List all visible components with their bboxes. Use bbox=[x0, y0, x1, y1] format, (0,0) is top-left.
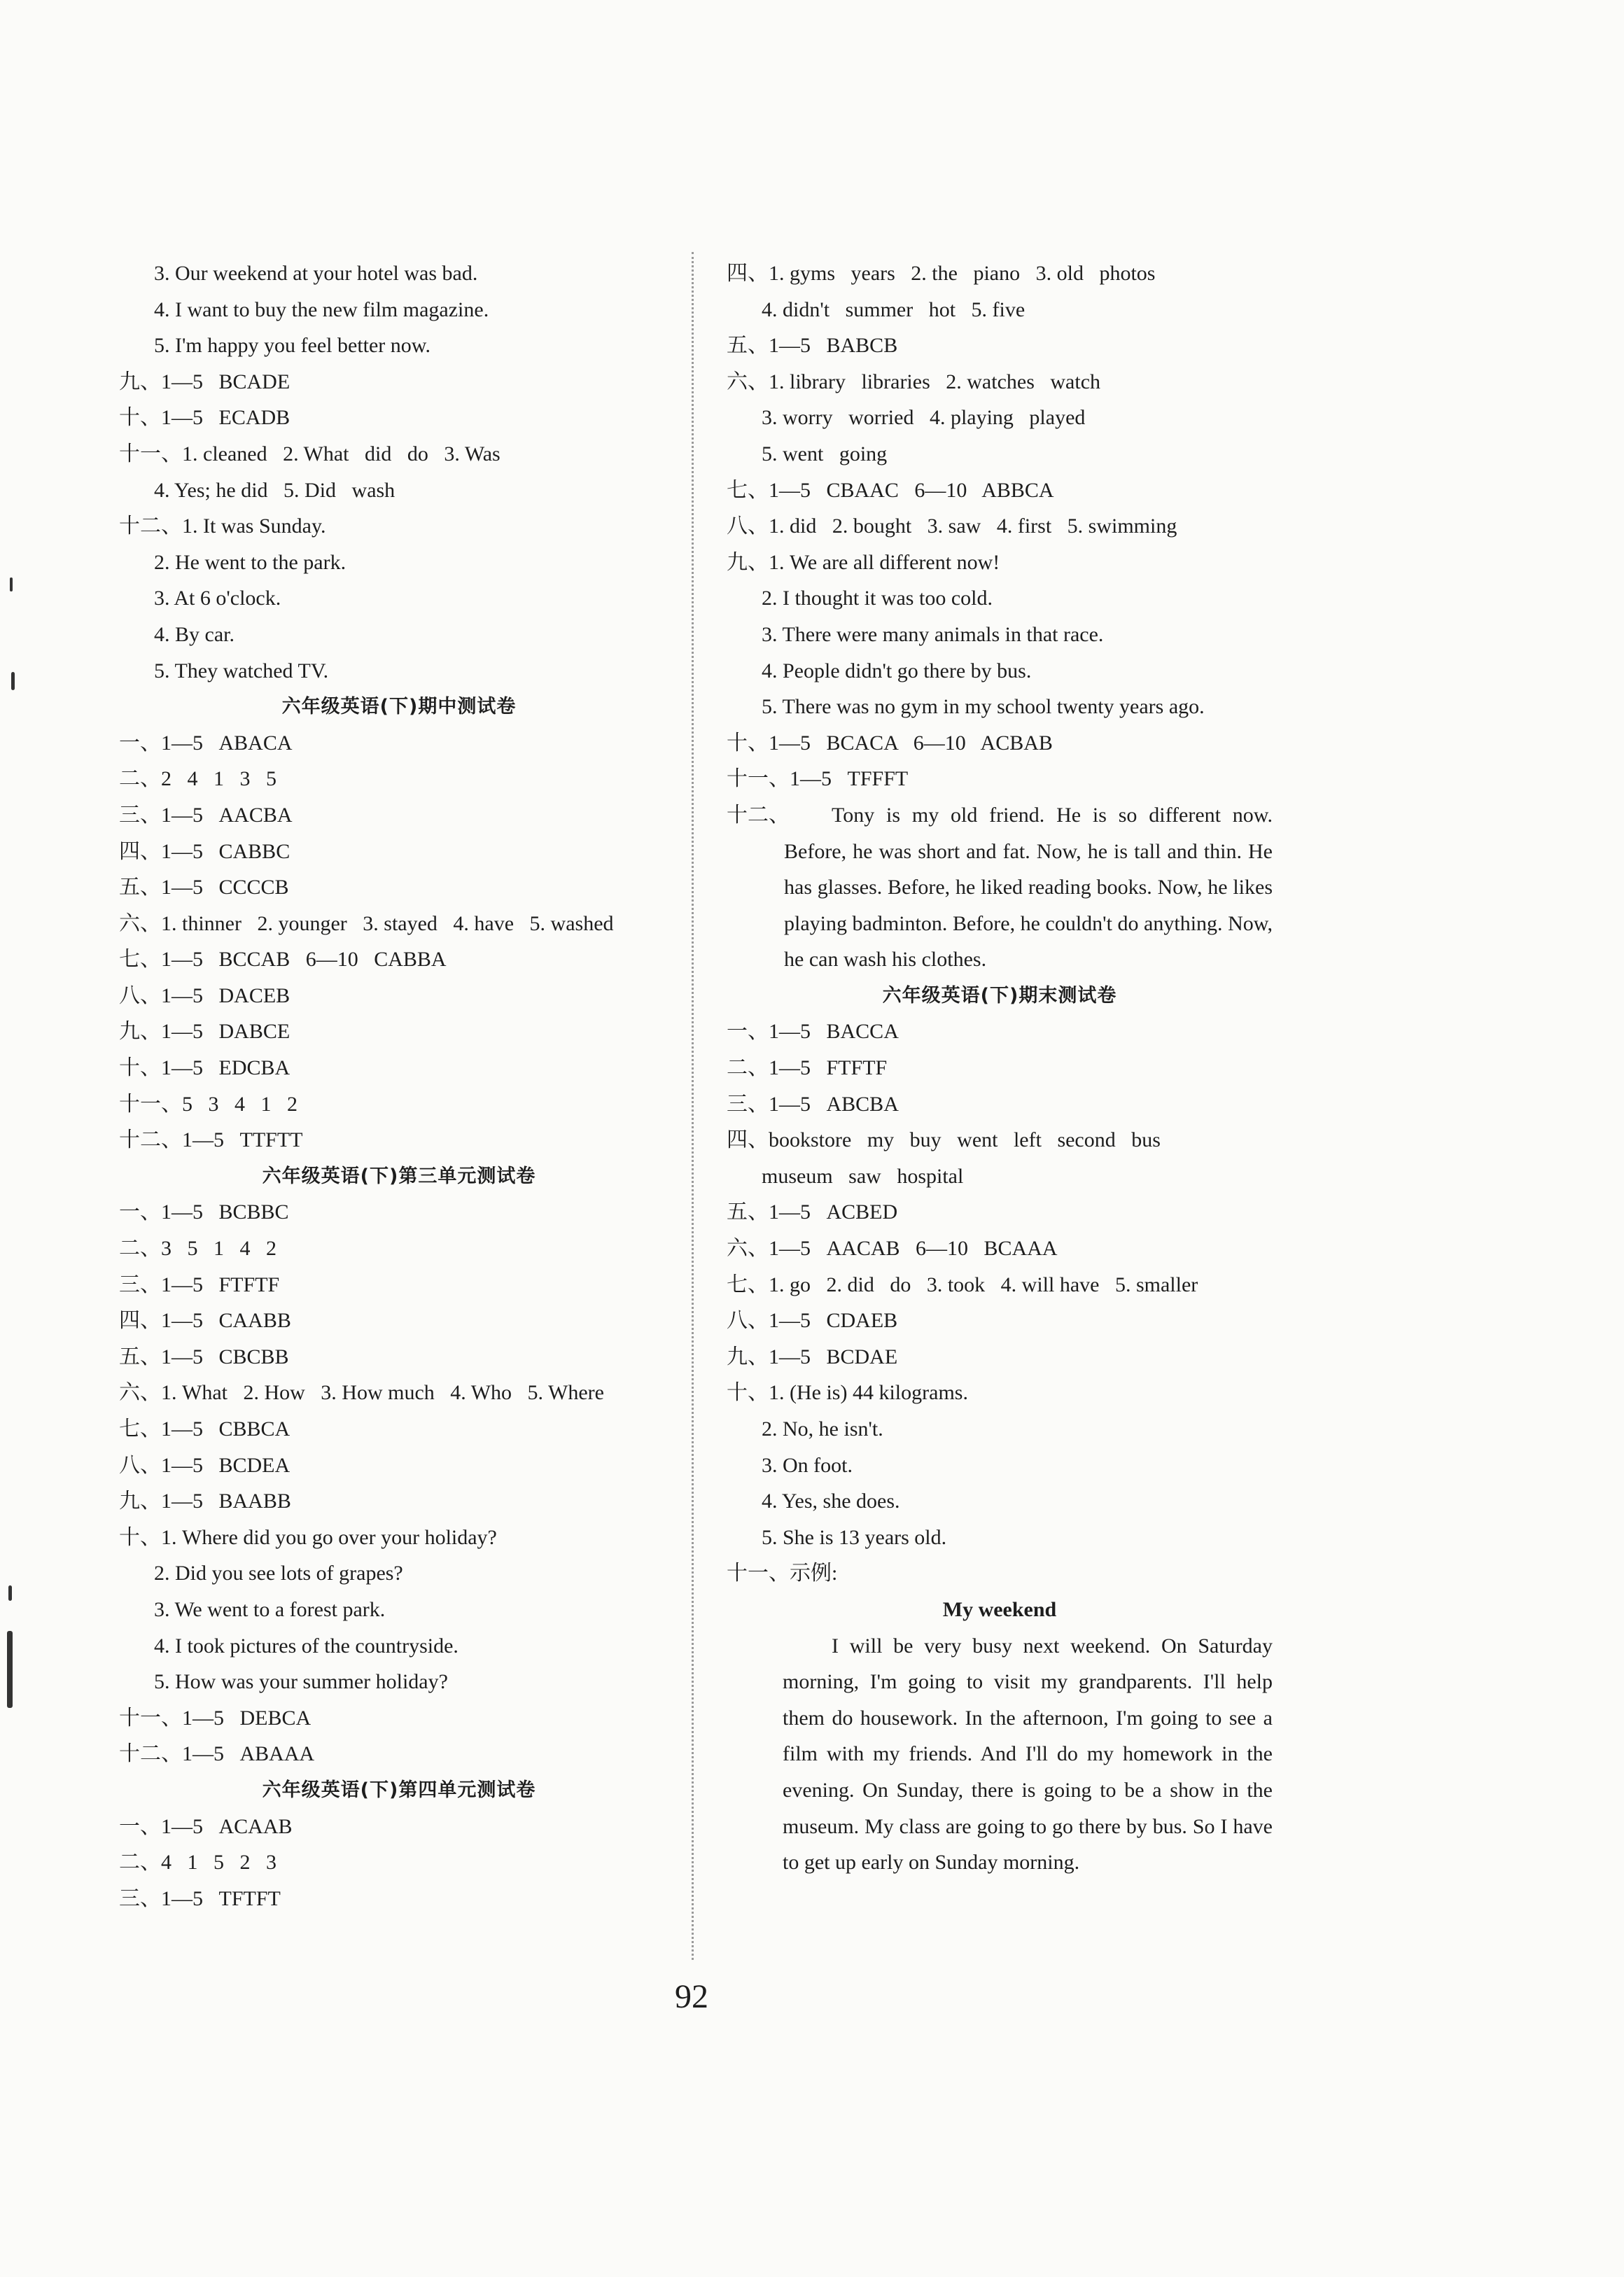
answer-line: 二、3 5 1 4 2 bbox=[119, 1237, 276, 1261]
answer-line: 四、1—5 CABBC bbox=[119, 839, 290, 863]
answer-line: 八、1—5 DACEB bbox=[119, 983, 290, 1007]
answer-line: 十一、1—5 TFFFT bbox=[727, 767, 909, 791]
answer-line: 3. worry worried 4. playing played bbox=[762, 406, 1086, 430]
answer-line: 二、1—5 FTFTF bbox=[727, 1056, 888, 1080]
answer-line: 十、1—5 ECADB bbox=[119, 406, 290, 430]
answer-line: 一、1—5 ABACA bbox=[119, 731, 293, 755]
answer-line: 六、1—5 AACAB 6—10 BCAAA bbox=[727, 1237, 1058, 1261]
answer-line: 3. Our weekend at your hotel was bad. bbox=[154, 262, 478, 285]
answer-line: 十二、1—5 ABAAA bbox=[119, 1742, 315, 1766]
scan-mark bbox=[8, 1585, 12, 1601]
answer-line: 三、1—5 TFTFT bbox=[119, 1886, 281, 1910]
answer-line: 2. No, he isn't. bbox=[762, 1417, 883, 1441]
answer-line: 5. went going bbox=[762, 442, 888, 465]
answer-line: 4. I want to buy the new film magazine. bbox=[154, 297, 489, 321]
answer-line: 4. didn't summer hot 5. five bbox=[762, 297, 1026, 321]
answer-line: 三、1—5 AACBA bbox=[119, 803, 293, 827]
answer-line: 十、1—5 EDCBA bbox=[119, 1056, 290, 1080]
answer-line: 四、bookstore my buy went left second bus bbox=[727, 1128, 1161, 1152]
answer-line: 3. There were many animals in that race. bbox=[762, 622, 1104, 646]
answer-line: 九、1—5 BCADE bbox=[119, 370, 290, 393]
answer-line: 八、1—5 CDAEB bbox=[727, 1309, 898, 1333]
answer-line: 九、1—5 DABCE bbox=[119, 1020, 290, 1044]
answer-line: 十一、5 3 4 1 2 bbox=[119, 1092, 298, 1116]
answer-line: 5. There was no gym in my school twenty years ago. bbox=[762, 695, 1205, 719]
answer-line: 五、1—5 CBCBB bbox=[119, 1345, 289, 1368]
answer-line: 七、1. go 2. did do 3. took 4. will have 5. smaller bbox=[727, 1273, 1198, 1296]
answer-line: 4. Yes; he did 5. Did wash bbox=[154, 478, 396, 502]
scan-mark bbox=[7, 1631, 13, 1708]
section-heading: 六年级英语(下)第三单元测试卷 bbox=[262, 1165, 536, 1187]
answer-line: 十二、1—5 TTFTT bbox=[119, 1128, 303, 1152]
answer-line: 4. By car. bbox=[154, 622, 234, 646]
answer-line: museum saw hospital bbox=[762, 1164, 964, 1188]
answer-line: 5. How was your summer holiday? bbox=[154, 1670, 448, 1694]
answer-paragraph-12 bbox=[727, 797, 1273, 978]
answer-column-left bbox=[119, 255, 679, 1917]
answer-line: 3. At 6 o'clock. bbox=[154, 587, 281, 610]
answer-line: 三、1—5 ABCBA bbox=[727, 1092, 899, 1116]
scan-mark bbox=[10, 577, 13, 591]
answer-line: 九、1. We are all different now! bbox=[727, 550, 1000, 574]
column-divider bbox=[692, 252, 694, 1960]
answer-line: 一、1—5 BACCA bbox=[727, 1020, 899, 1044]
paragraph-text: Tony is my old friend. He is so different now. Before, he was short and fat. Now, he is tall and thin. He has glasses. Before, he liked reading books. Now, he likes playing badminton. Before, he couldn't do anything. Now, he can wash his clothes. bbox=[784, 803, 1273, 972]
essay-title: My weekend bbox=[942, 1597, 1057, 1621]
answer-line: 十、1. Where did you go over your holiday? bbox=[119, 1525, 497, 1549]
answer-line: 3. We went to a forest park. bbox=[154, 1597, 386, 1621]
answer-line: 八、1—5 BCDEA bbox=[119, 1453, 290, 1477]
answer-line: 5. She is 13 years old. bbox=[762, 1525, 947, 1549]
answer-line: 十一、1. cleaned 2. What did do 3. Was bbox=[119, 442, 500, 465]
answer-line: 九、1—5 BCDAE bbox=[727, 1345, 898, 1368]
answer-line: 五、1—5 BABCB bbox=[727, 334, 898, 358]
answer-line: 一、1—5 BCBBC bbox=[119, 1200, 289, 1224]
answer-line: 五、1—5 ACBED bbox=[727, 1200, 898, 1224]
answer-line: 七、1—5 CBBCA bbox=[119, 1417, 290, 1441]
answer-line: 十二、1. It was Sunday. bbox=[119, 514, 326, 538]
answer-line: 2. I thought it was too cold. bbox=[762, 587, 993, 610]
page-number: 92 bbox=[675, 1978, 708, 2015]
answer-line: 4. I took pictures of the countryside. bbox=[154, 1634, 458, 1658]
answer-block-right-bottom bbox=[727, 978, 1273, 1592]
scan-mark bbox=[11, 672, 15, 690]
answer-line: 5. I'm happy you feel better now. bbox=[154, 334, 431, 358]
answer-line: 六、1. library libraries 2. watches watch bbox=[727, 370, 1101, 393]
answer-block-right-top bbox=[727, 255, 1273, 797]
answer-line: 一、1—5 ACAAB bbox=[119, 1814, 293, 1838]
answer-line: 2. Did you see lots of grapes? bbox=[154, 1562, 403, 1585]
answer-line: 十一、示例: bbox=[727, 1562, 838, 1585]
answer-line: 三、1—5 FTFTF bbox=[119, 1273, 280, 1296]
answer-line: 六、1. thinner 2. younger 3. stayed 4. have 5. washed bbox=[119, 911, 614, 935]
answer-line: 5. They watched TV. bbox=[154, 659, 329, 682]
answer-line: 六、1. What 2. How 3. How much 4. Who 5. Where bbox=[119, 1381, 604, 1405]
answer-line: 九、1—5 BAABB bbox=[119, 1490, 291, 1513]
section-heading: 六年级英语(下)期中测试卷 bbox=[281, 696, 517, 718]
answer-line: 二、4 1 5 2 3 bbox=[119, 1851, 276, 1875]
answer-line: 八、1. did 2. bought 3. saw 4. first 5. swimming bbox=[727, 514, 1177, 538]
answer-line: 4. People didn't go there by bus. bbox=[762, 659, 1032, 682]
answer-line: 3. On foot. bbox=[762, 1453, 853, 1477]
answer-line: 4. Yes, she does. bbox=[762, 1490, 900, 1513]
section-heading: 六年级英语(下)期末测试卷 bbox=[882, 984, 1117, 1007]
section-heading: 六年级英语(下)第四单元测试卷 bbox=[262, 1779, 536, 1801]
answer-line: 十、1. (He is) 44 kilograms. bbox=[727, 1381, 968, 1405]
answer-line: 七、1—5 CBAAC 6—10 ABBCA bbox=[727, 478, 1054, 502]
answer-line: 十、1—5 BCACA 6—10 ACBAB bbox=[727, 731, 1053, 755]
answer-line: 二、2 4 1 3 5 bbox=[119, 767, 276, 791]
answer-line: 七、1—5 BCCAB 6—10 CABBA bbox=[119, 948, 447, 972]
answer-line: 四、1. gyms years 2. the piano 3. old photos bbox=[727, 262, 1156, 285]
answer-line: 四、1—5 CAABB bbox=[119, 1309, 291, 1333]
essay-text: I will be very busy next weekend. On Saturday morning, I'm going to visit my grandparents. I'll help them do housework. In the afternoon, I'm going to see a film with my friends. And I'll do my homework in the evening. On Sunday, there is going to be a show in the museum. My class are going to go there by bus. So I have to get up early on Sunday morning. bbox=[783, 1634, 1273, 1875]
answer-column-right bbox=[727, 255, 1273, 1881]
answer-line: 五、1—5 CCCCB bbox=[119, 876, 289, 899]
answer-line: 2. He went to the park. bbox=[154, 550, 346, 574]
paragraph-label: 十二、 bbox=[727, 803, 790, 827]
answer-line: 十一、1—5 DEBCA bbox=[119, 1706, 312, 1730]
